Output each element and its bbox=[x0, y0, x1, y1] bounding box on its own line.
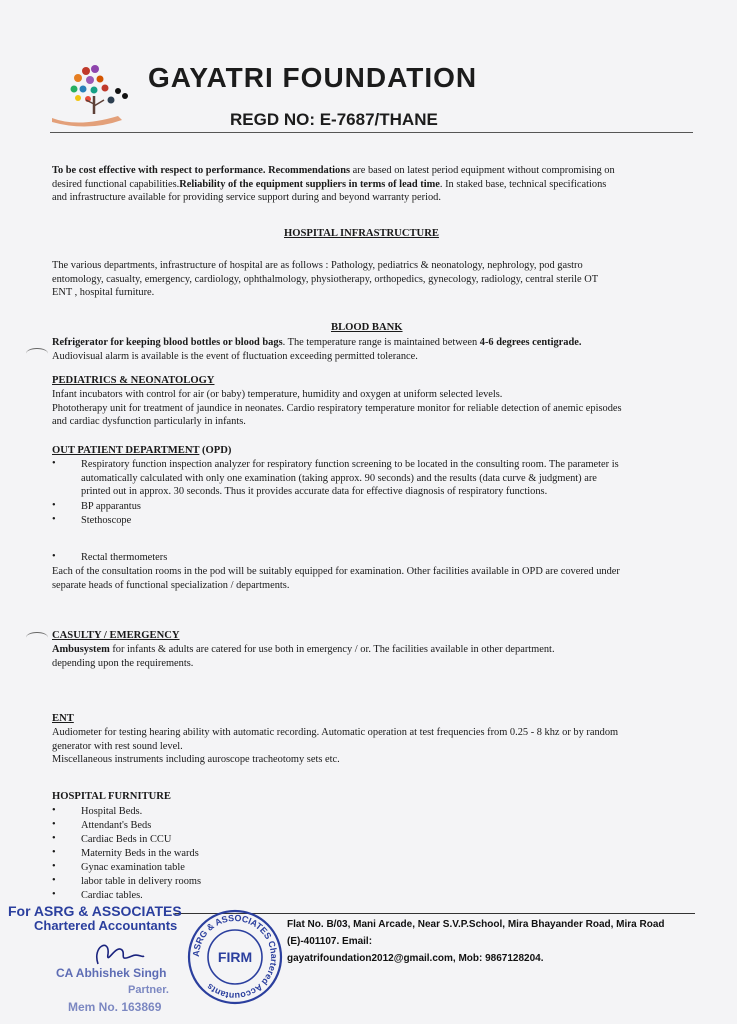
opd-item-1-line-1: Respiratory function inspection analyzer for respiratory function screening to be located in the consulting room. The parameter is bbox=[81, 459, 619, 470]
opd-bullet-2: • bbox=[52, 500, 56, 511]
ent-paragraph bbox=[52, 726, 697, 767]
infrastructure-heading: HOSPITAL INFRASTRUCTURE bbox=[284, 228, 439, 239]
stamp-firm: For ASRG & ASSOCIATES bbox=[8, 903, 182, 919]
stamp-partner: Partner. bbox=[128, 984, 169, 996]
casualty-bold: Ambusystem bbox=[52, 644, 110, 655]
blood-bank-bold-1: Refrigerator for keeping blood bottles or blood bags bbox=[52, 337, 283, 348]
intro-text-3: . In staked base, technical specifications bbox=[439, 178, 607, 190]
opd-heading-text: OUT PATIENT DEPARTMENT bbox=[52, 445, 200, 456]
infrastructure-line-3: ENT , hospital furniture. bbox=[52, 287, 155, 299]
seal-icon bbox=[186, 908, 284, 1006]
opd-item-2: BP apparantus bbox=[81, 501, 141, 512]
intro-paragraph bbox=[52, 164, 697, 205]
infrastructure-paragraph bbox=[52, 259, 697, 300]
opd-bullet-3: • bbox=[52, 514, 56, 525]
furniture-bullet-4: • bbox=[52, 847, 56, 858]
pediatrics-line-3: and cardiac dysfunction particularly in infants. bbox=[52, 416, 246, 428]
furniture-bullet-1: • bbox=[52, 805, 56, 816]
casualty-text-1: for infants & adults are catered for use both in emergency / or. The facilities available in other department. bbox=[109, 644, 555, 655]
stamp-signatory: CA Abhishek Singh bbox=[56, 966, 167, 980]
signature-icon bbox=[88, 936, 148, 970]
seal-ring-text: ASRG & ASSOCIATES Chartered Accountants bbox=[190, 912, 280, 1002]
ent-line-3: Miscellaneous instruments including auroscope tracheotomy sets etc. bbox=[52, 754, 340, 766]
furniture-bullet-3: • bbox=[52, 833, 56, 844]
furniture-item: Cardiac tables. bbox=[81, 890, 143, 901]
pediatrics-heading: PEDIATRICS & NEONATOLOGY bbox=[52, 375, 215, 386]
logo-icon bbox=[48, 62, 138, 132]
intro-text-1: are based on latest period equipment without compromising on bbox=[350, 165, 615, 176]
furniture-item: Hospital Beds. bbox=[81, 806, 143, 817]
opd-bullet-1: • bbox=[52, 458, 56, 469]
seal-center-text: FIRM bbox=[217, 949, 253, 965]
footer-line-1: Flat No. B/03, Mani Arcade, Near S.V.P.School, Mira Bhayander Road, Mira Road (E)-401107. Email: bbox=[287, 919, 665, 947]
blood-bank-line-2: Audiovisual alarm is available is the event of fluctuation exceeding permitted tolerance. bbox=[52, 350, 418, 362]
ent-heading: ENT bbox=[52, 713, 74, 724]
intro-bold-1: To be cost effective with respect to performance. Recommendations bbox=[52, 165, 351, 176]
furniture-item: labor table in delivery rooms bbox=[81, 876, 202, 887]
blood-bank-heading: BLOOD BANK bbox=[331, 322, 403, 333]
furniture-item: Maternity Beds in the wards bbox=[81, 848, 199, 859]
furniture-bullet-6: • bbox=[52, 875, 56, 886]
stamp-mem-no: Mem No. 163869 bbox=[68, 1000, 162, 1014]
opd-item-1-line-3: printed out in approx. 30 seconds. Thus it provides accurate data for effective diagnosis of respiratory functions. bbox=[81, 486, 548, 498]
infrastructure-line-2: entomology, casualty, emergency, cardiology, ophthalmology, physiotherapy, orthopedics, gynecology, radiology, central sterile OT bbox=[52, 273, 599, 285]
footer-line-2: gayatrifoundation2012@gmail.com, Mob: 9867128204. bbox=[287, 953, 544, 964]
intro-text-2: desired functional capabilities. bbox=[52, 178, 180, 190]
opd-item-4: Rectal thermometers bbox=[81, 552, 168, 563]
opd-line-1: Each of the consultation rooms in the pod will be suitably equipped for examination. Other facilities available in OPD are covered under bbox=[52, 566, 620, 577]
blood-bank-bold-2: 4-6 degrees centigrade. bbox=[479, 337, 582, 348]
opd-item-1-line-2: automatically calculated with only one examination (taking approx. 90 seconds) and the results (data curve & judgment) are bbox=[81, 472, 597, 484]
pediatrics-line-2: Phototherapy unit for treatment of jaundice in neonates. Cardio respiratory temperature monitor for reliable detection of anemic episodes bbox=[52, 402, 622, 414]
opd-paragraph bbox=[52, 565, 697, 592]
org-name: GAYATRI FOUNDATION bbox=[148, 62, 478, 93]
intro-bold-2: Reliability of the equipment suppliers in terms of lead time bbox=[179, 178, 440, 190]
margin-mark-icon bbox=[26, 632, 48, 643]
casualty-paragraph bbox=[52, 643, 697, 670]
opd-item-3: Stethoscope bbox=[81, 515, 132, 526]
casualty-line-2: depending upon the requirements. bbox=[52, 657, 194, 669]
infrastructure-line-1: The various departments, infrastructure of hospital are as follows : Pathology, pediatrics & neonatology, nephrology, pod gastro bbox=[52, 260, 583, 271]
stamp-role: Chartered Accountants bbox=[34, 918, 178, 933]
opd-heading-suffix: (OPD) bbox=[199, 445, 232, 456]
furniture-bullet-5: • bbox=[52, 861, 56, 872]
intro-text-4: and infrastructure available for providing service support during and beyond warranty period. bbox=[52, 192, 441, 204]
pediatrics-line-1: Infant incubators with control for air (or baby) temperature, humidity and oxygen at uniform selected levels. bbox=[52, 389, 503, 400]
opd-item-1 bbox=[81, 458, 693, 499]
ent-line-1: Audiometer for testing hearing ability with automatic recording. Automatic operation at test frequencies from 0.25 - 8 khz or by random bbox=[52, 727, 619, 738]
header-rule bbox=[50, 132, 693, 133]
furniture-bullet-2: • bbox=[52, 819, 56, 830]
margin-mark-icon bbox=[26, 348, 48, 359]
ent-line-2: generator with rest sound level. bbox=[52, 740, 183, 752]
opd-line-2: separate heads of functional specialization / departments. bbox=[52, 579, 290, 591]
furniture-bullet-7: • bbox=[52, 889, 56, 900]
furniture-item: Gynac examination table bbox=[81, 862, 185, 873]
opd-heading bbox=[52, 445, 231, 456]
blood-bank-text-1: . The temperature range is maintained between bbox=[282, 337, 480, 348]
furniture-item: Cardiac Beds in CCU bbox=[81, 834, 172, 845]
furniture-item: Attendant's Beds bbox=[81, 820, 152, 831]
furniture-heading: HOSPITAL FURNITURE bbox=[52, 791, 172, 802]
blood-bank-paragraph bbox=[52, 336, 697, 363]
opd-bullet-4: • bbox=[52, 551, 56, 562]
pediatrics-paragraph bbox=[52, 388, 697, 429]
casualty-heading: CASULTY / EMERGENCY bbox=[52, 630, 180, 641]
footer-address bbox=[287, 916, 707, 967]
regd-number: REGD NO: E-7687/THANE bbox=[230, 110, 438, 129]
